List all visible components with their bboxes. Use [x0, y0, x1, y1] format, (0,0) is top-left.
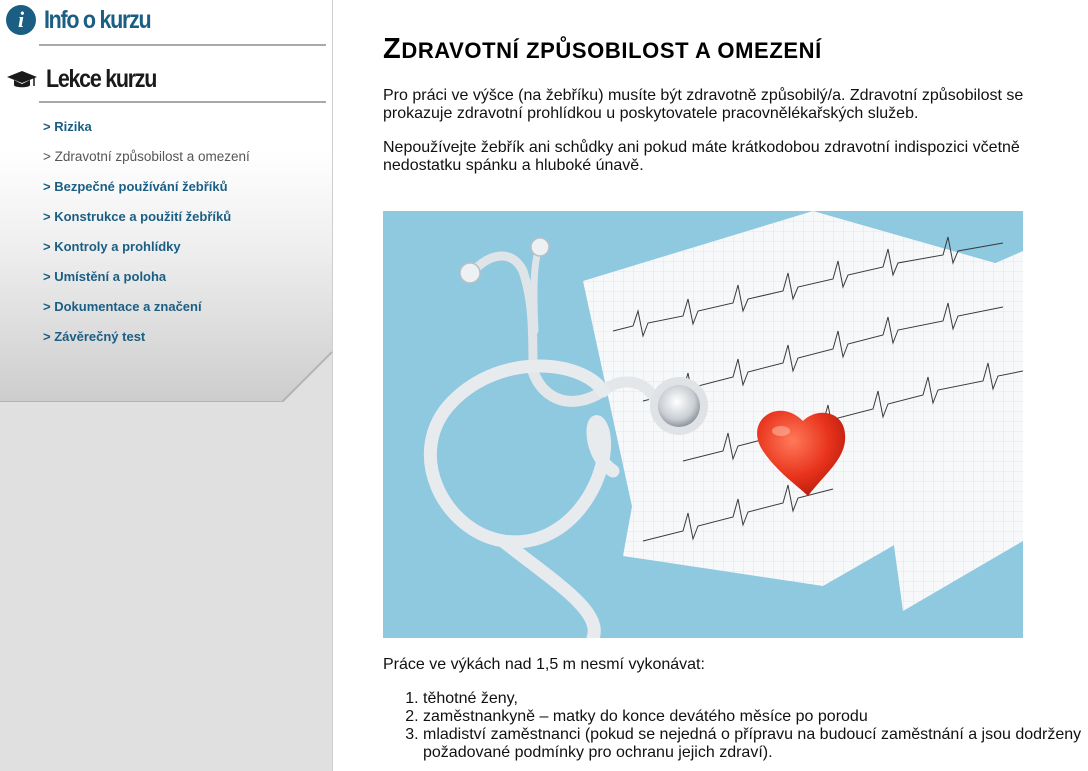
lessons-heading: Lekce kurzu [46, 65, 157, 93]
info-o-kurzu-link[interactable] [6, 5, 168, 35]
nav-link-bezpecne-pouzivani[interactable]: > Bezpečné používání žebříků [43, 179, 228, 194]
nav-link-rizika[interactable]: > Rizika [43, 119, 92, 134]
sidebar [0, 0, 333, 771]
list-item: 3. mladiství zaměstnanci (pokud se nejedná o přípravu na budoucí zaměstnání a jsou dodrženy požadované podmínky pro ochranu jejich zdraví). [423, 726, 1083, 762]
nav-item-umisteni [43, 268, 250, 298]
info-icon: i [6, 5, 36, 35]
nav-item-dokumentace [43, 298, 250, 328]
nav-link-dokumentace[interactable]: > Dokumentace a značení [43, 299, 202, 314]
nav-link-konstrukce[interactable]: > Konstrukce a použití žebříků [43, 209, 232, 224]
nav-link-zaverecny-test[interactable]: > Závěrečný test [43, 329, 146, 344]
restriction-list [383, 690, 1083, 762]
paragraph-fitness: Pro práci ve výšce (na žebříku) musíte být zdravotně způsobilý/a. Zdravotní způsobilost se prokazuje zdravotní prohlídkou u poskytovatele pracovnělékařských služeb. [383, 87, 1024, 122]
nav-item-kontroly [43, 238, 250, 268]
nav-link-umisteni[interactable]: > Umístění a poloha [43, 269, 167, 284]
info-heading: Info o kurzu [44, 5, 151, 34]
paragraph-restrictions: Práce ve výkách nad 1,5 m nesmí vykonávat: [383, 656, 705, 673]
divider [39, 101, 326, 103]
graduation-cap-icon [6, 69, 38, 91]
stethoscope-heart-photo [383, 211, 1023, 638]
nav-link-zdravotni-zpusobilost[interactable]: > Zdravotní způsobilost a omezení [43, 149, 250, 164]
nav-item-bezpecne-pouzivani [43, 178, 250, 208]
nav-item-zaverecny-test [43, 328, 250, 358]
paragraph-indisposition: Nepoužívejte žebřík ani schůdky ani pokud máte krátkodobou zdravotní indispozici včetně nedostatku spánku a hluboké únavě. [383, 139, 1020, 174]
nav-item-zdravotni-zpusobilost [43, 148, 250, 178]
lekce-kurzu-link[interactable] [6, 65, 174, 94]
photo-illustration [383, 211, 1023, 638]
list-item: 2. zaměstnankyně – matky do konce devátého měsíce po porodu [423, 708, 1083, 726]
divider [39, 44, 326, 46]
stethoscope-eartip [531, 238, 549, 256]
page-title [383, 33, 1083, 66]
lesson-nav [43, 118, 250, 358]
nav-item-konstrukce [43, 208, 250, 238]
nav-link-kontroly[interactable]: > Kontroly a prohlídky [43, 239, 181, 254]
page-title-rest: DRAVOTNÍ ZPŮSOBILOST A OMEZENÍ [401, 38, 822, 63]
stethoscope-eartip [460, 263, 480, 283]
nav-item-rizika [43, 118, 250, 148]
list-item: 1. těhotné ženy, [423, 690, 1083, 708]
page-title-initial: Z [383, 33, 402, 65]
